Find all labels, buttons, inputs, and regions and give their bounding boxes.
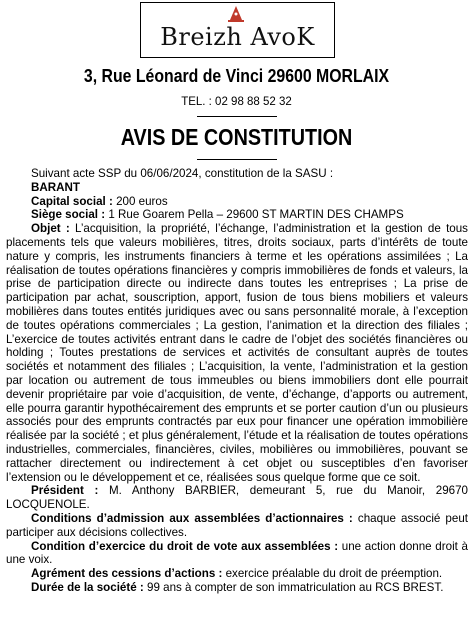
objet-paragraph: Objet : L’acquisition, la propriété, l’échange, l’administration et la gestion de tous placements tels que valeurs mobilières, titres, droits sociaux, parts d’intérêts de toute nature y compris, les instruments financiers à terme et les opérations assimilées ; La réalisation de toutes opérations financières y compris immobilières de fonds et valeurs, la prise de participation directe ou indirecte dans toutes les entreprises ; La prise de participation par achat, souscription, apport, fusion de tous biens mobiliers et valeurs mobilières dans toutes entités juridiques avec ou sans personnalité morale, à l’exception de toutes opérations commerciales ; La gestion, l’animation et la direction des filiales ; L’exercice de toutes activités entrant dans le cadre de l’objet des sociétés financières ou holding ; Toutes prestations de services et activités de consultant auprès de toutes sociétés et notamment des filiales ; L’acquisition, la vente, l’administration et la gestion par location ou autrement de tous immeubles ou biens immobiliers dont elle pourrait devenir propriétaire par voie d’acquisition, de vente, d’échange, d’apports ou autrement, elle pourra garantir hypothécairement des emprunts et se porter caution d’un ou plusieurs associés pour des emprunts contractés par eux pour financer une opération immobilière réalisée par la société ; et plus généralement, l’étude et la réalisation de toutes opérations industrielles, commerciales, financières, civiles, mobilières ou immobilières, pouvant se rattacher directement ou indirectement à cet objet ou susceptibles d’en favoriser l’extension ou le développement et ce, réalisées sous quelque forme que ce soit. <box>6 222 468 484</box>
intro-line: Suivant acte SSP du 06/06/2024, constitution de la SASU : <box>31 167 334 180</box>
divider-bottom <box>197 159 277 160</box>
firm-address: 3, Rue Léonard de Vinci 29600 MORLAIX <box>83 66 390 86</box>
duree-line: Durée de la société : 99 ans à compter de son immatriculation au RCS BREST. <box>31 580 444 594</box>
firm-phone: TEL. : 02 98 88 52 32 <box>181 96 292 108</box>
notice-body <box>6 167 468 595</box>
company-name: BARANT <box>31 180 80 194</box>
vote-line: Condition d’exercice du droit de vote aux assemblées : une action donne droit à une voix. <box>6 539 468 567</box>
capital-line: Capital social : 200 euros <box>31 194 168 208</box>
red-hat-logo-icon <box>226 6 246 24</box>
agrement-line: Agrément des cessions d’actions : exercice préalable du droit de préemption. <box>31 567 443 581</box>
president-line: Président : M. Anthony BARBIER, demeurant 5, rue du Manoir, 29670 LOCQUENOLE. <box>6 484 468 512</box>
notice-title: AVIS DE CONSTITUTION <box>120 124 353 150</box>
siege-line: Siège social : 1 Rue Goarem Pella – 29600 ST MARTIN DES CHAMPS <box>31 208 404 222</box>
company-logo <box>140 2 335 58</box>
admission-line: Conditions d’admission aux assemblées d’actionnaires : chaque associé peut participer aux décisions collectives. <box>6 511 468 539</box>
logo-text: Breizh AvoK <box>160 23 315 51</box>
divider-top <box>197 116 277 117</box>
